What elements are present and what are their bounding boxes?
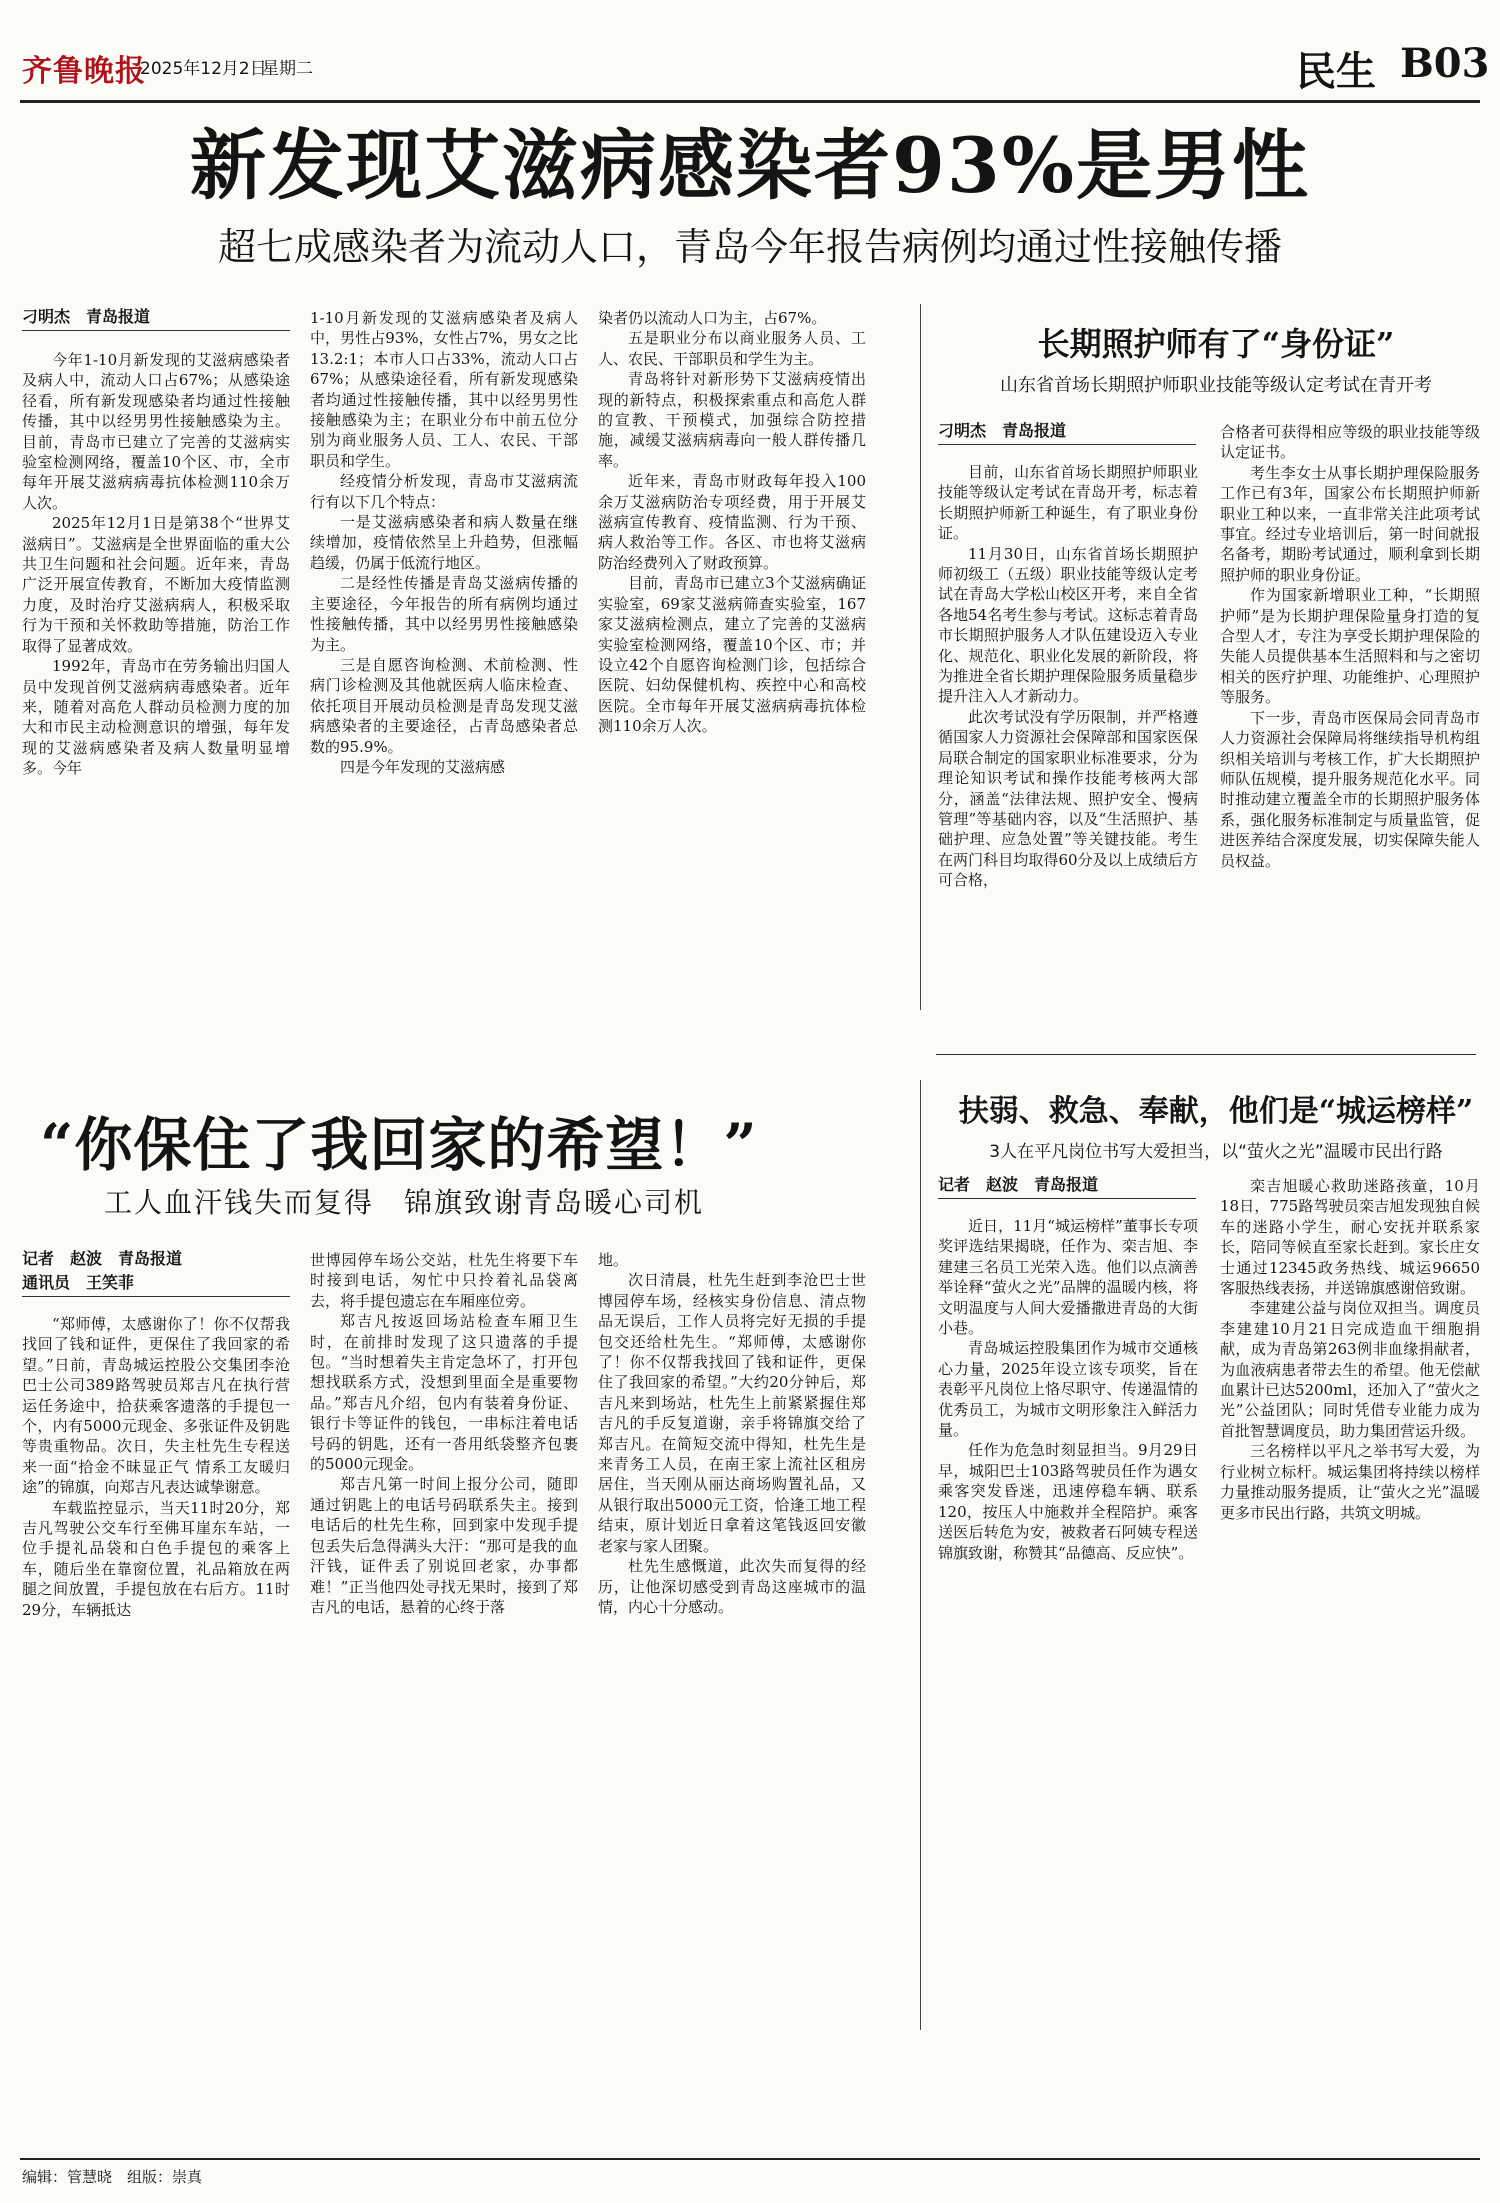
article4-column-1 bbox=[938, 1216, 1198, 2030]
paragraph: 栾吉旭暖心救助迷路孩童，10月18日，775路驾驶员栾吉旭发现独自候车的迷路小学生，耐心安抚并联系家长，陪同等候直至家长赶到。家长庄女士通过12345政务热线、城运96650客服热线表扬，并送锦旗感谢倍致谢。 bbox=[1220, 1177, 1480, 1298]
paragraph: 考生李女士从事长期护理保险服务工作已有3年，国家公布长期照护师新职业工种以来，一直非常关注此项考试事宜。经过专业培训后，第一时间就报名备考，期盼考试通过，顺利拿到长期照护师的职业身份证。 bbox=[1220, 463, 1480, 584]
paragraph: 五是职业分布以商业服务人员、工人、农民、干部职员和学生为主。 bbox=[598, 329, 866, 368]
paragraph: 三名榜样以平凡之举书写大爱，为行业树立标杆。城运集团将持续以榜样力量推动服务提质，让“萤火之光”温暖更多市民出行路，共筑文明城。 bbox=[1220, 1442, 1480, 1522]
paragraph: 11月30日，山东省首场长期照护师初级工（五级）职业技能等级认定考试在青岛大学松山校区开考，来自全省各地54名考生参与考试。这标志着青岛市长期照护服务人才队伍建设迈入专业化、规范化、职业化发展的新阶段，将为推进全省长期护理保险服务质量稳步提升注入人才新动力。 bbox=[938, 544, 1198, 706]
paragraph: 一是艾滋病感染者和病人数量在继续增加，疫情依然呈上升趋势，但涨幅趋缓，仍属于低流行地区。 bbox=[310, 513, 578, 572]
issue-weekday: 星期二 bbox=[262, 59, 313, 79]
paragraph: 作为国家新增职业工种，“长期照护师”是为长期护理保险量身打造的复合型人才，专注为享受长期护理保险的失能人员提供基本生活照料和与之密切相关的医疗护理、功能维护、心理照护等服务。 bbox=[1220, 586, 1480, 707]
article2-column-2 bbox=[1220, 422, 1480, 1052]
article1-column-1 bbox=[22, 350, 290, 1010]
article3-column-1 bbox=[22, 1314, 290, 2030]
paragraph: 四是今年发现的艾滋病感 bbox=[340, 757, 506, 776]
column-divider bbox=[920, 1080, 921, 2030]
masthead-logo: 齐鲁晚报 bbox=[22, 54, 146, 89]
paragraph: 今年1-10月新发现的艾滋病感染者及病人中，流动人口占67%；从感染途径看，所有新发现感染者均通过性接触传播，其中以经男男性接触感染为主。目前，青岛市已建立了完善的艾滋病实验室检测网络，覆盖10个区、市，全市每年开展艾滋病病毒抗体检测110余万人次。 bbox=[22, 351, 290, 512]
article4-byline: 记者 赵波 青岛报道 bbox=[938, 1175, 1099, 1194]
article2-byline: 刁明杰 青岛报道 bbox=[938, 421, 1067, 440]
paragraph: 地。 bbox=[598, 1251, 629, 1269]
article2-column-1 bbox=[938, 462, 1198, 1052]
paragraph: 三是自愿咨询检测、术前检测、性病门诊检测及其他就医病人临床检查、依托项目开展动员检测是青岛发现艾滋病感染者的主要途径，占青岛感染者总数的95.9%。 bbox=[310, 655, 578, 756]
article1-byline-rule bbox=[22, 330, 290, 331]
paragraph: 2025年12月1日是第38个“世界艾滋病日”。艾滋病是全世界面临的重大公共卫生问题和社会问题。近年来，青岛广泛开展宣传教育，不断加大疫情监测力度，及时治疗艾滋病病人，积极采取行为干预和关怀救助等措施，防治工作取得了显著成效。 bbox=[22, 514, 290, 655]
paragraph: 杜先生感慨道，此次失而复得的经历，让他深切感受到青岛这座城市的温情，内心十分感动。 bbox=[598, 1557, 866, 1616]
article3-column-3 bbox=[598, 1250, 866, 2030]
article4-byline-rule bbox=[938, 1198, 1196, 1199]
article4-column-2 bbox=[1220, 1176, 1480, 2030]
article1-subheadline: 超七成感染者为流动人口，青岛今年报告病例均通过性接触传播 bbox=[217, 225, 1282, 269]
article3-subheadline: 工人血汗钱失而复得 锦旗致谢青岛暖心司机 bbox=[104, 1186, 705, 1219]
article1-byline: 刁明杰 青岛报道 bbox=[22, 307, 151, 326]
paragraph: 次日清晨，杜先生赶到李沧巴士世博园停车场，经核实身份信息、清点物品无误后，工作人员将完好无损的手提包交还给杜先生。“郑师傅，太感谢你了！你不仅帮我找回了钱和证件，更保住了我回家的希望。”大约20分钟后，郑吉凡来到场站，杜先生上前紧紧握住郑吉凡的手反复道谢，亲手将锦旗交给了郑吉凡。在简短交流中得知，杜先生是来青务工人员，在南王家上流社区租房居住，当天刚从丽达商场购置礼品，又从银行取出5000元工资，恰逢工地工程结束，原计划近日拿着这笔钱返回安徽老家与家人团聚。 bbox=[598, 1271, 866, 1555]
paragraph: 染者仍以流动人口为主，占67%。 bbox=[598, 309, 827, 327]
paragraph: 近日，11月“城运榜样”董事长专项奖评选结果揭晓，任作为、栾吉旭、李建建三名员工光荣入选。他们以点滴善举诠释“萤火之光”品牌的温暖内核，将文明温度与人间大爱播撒进青岛的大街小巷。 bbox=[938, 1217, 1198, 1338]
paragraph: “郑师傅，太感谢你了！你不仅帮我找回了钱和证件，更保住了我回家的希望。”日前，青岛城运控股公交集团李沧巴士公司389路驾驶员郑吉凡在执行营运任务途中，拾获乘客遗落的手提包一个，内有5000元现金、多张证件及钥匙等贵重物品。次日，失主杜先生专程送来一面“拾金不昧显正气 情系工友暖归途”的锦旗，向郑吉凡表达诚挚谢意。 bbox=[22, 1315, 290, 1497]
paragraph: 经疫情分析发现，青岛市艾滋病流行有以下几个特点： bbox=[310, 472, 578, 511]
article3-byline-rule bbox=[22, 1296, 290, 1297]
section-name: 民生 bbox=[1296, 48, 1376, 95]
article2-bottom-rule bbox=[936, 1054, 1476, 1055]
article1-column-2 bbox=[310, 308, 578, 1010]
page-number: B03 bbox=[1400, 40, 1490, 87]
paragraph: 1992年，青岛市在劳务输出归国人员中发现首例艾滋病病毒感染者。近年来，随着对高危人群动员检测力度的加大和市民主动检测意识的增强，每年发现的艾滋病感染者及病人数量明显增多。今年 bbox=[22, 657, 290, 778]
footer-rule bbox=[20, 2158, 1480, 2160]
paragraph: 青岛将针对新形势下艾滋病疫情出现的新特点，积极探索重点和高危人群的宣教、干预模式，加强综合防控措施，减缓艾滋病病毒向一般人群传播几率。 bbox=[598, 370, 866, 470]
paragraph: 目前，山东省首场长期照护师职业技能等级认定考试在青岛开考，标志着长期照护师新工种诞生，有了职业身份证。 bbox=[938, 463, 1198, 543]
article1-column-3 bbox=[598, 308, 866, 1010]
paragraph: 下一步，青岛市医保局会同青岛市人力资源社会保障局将继续指导机构组织相关培训与考核工作，扩大长期照护师队伍规模，提升服务规范化水平。同时推动建立覆盖全市的长期照护服务体系，强化服务标准制定与质量监管，促进医养结合深度发展，切实保障失能人员权益。 bbox=[1220, 708, 1480, 870]
paragraph: 此次考试没有学历限制，并严格遵循国家人力资源社会保障部和国家医保局联合制定的国家职业标准要求，分为理论知识考试和操作技能考核两大部分，涵盖“法律法规、照护安全、慢病管理”等基础内容，以及“生活照护、基础护理、应急处置”等关键技能。考生在两门科目均取得60分及以上成绩后方可合格， bbox=[938, 707, 1198, 890]
article2-byline-rule bbox=[938, 444, 1196, 445]
article1-headline: 新发现艾滋病感染者93%是男性 bbox=[190, 121, 1310, 210]
article2-subheadline: 山东省首场长期照护师职业技能等级认定考试在青开考 bbox=[1000, 375, 1432, 396]
column-divider bbox=[920, 304, 921, 1010]
paragraph: 合格者可获得相应等级的职业技能等级认定证书。 bbox=[1220, 423, 1480, 462]
article2-headline: 长期照护师有了“身份证” bbox=[1037, 325, 1395, 363]
editor-credits: 编辑：管慧晓 组版：崇真 bbox=[22, 2168, 203, 2186]
paragraph: 1-10月新发现的艾滋病感染者及病人中，男性占93%，女性占7%，男女之比13.2:1；本市人口占33%，流动人口占67%；从感染途径看，所有新发现感染者均通过性接触传播，其中以经男男性接触感染为主；在职业分布中前五位分别为商业服务人员、工人、农民、干部职员和学生。 bbox=[310, 309, 578, 470]
paragraph: 车载监控显示，当天11时20分，郑吉凡驾驶公交车行至佛耳崖东车站，一位手提礼品袋和白色手提包的乘客上车，随后坐在靠窗位置，礼品箱放在两腿之间放置，手提包放在右后方。11时29分，车辆抵达 bbox=[22, 1498, 290, 1619]
paragraph: 郑吉凡按返回场站检查车厢卫生时，在前排时发现了这只遗落的手提包。“当时想着失主肯定急坏了，打开包想找联系方式，没想到里面全是重要物品。”郑吉凡介绍，包内有装着身份证、银行卡等证件的钱包，一串标注着电话号码的钥匙，还有一沓用纸袋整齐包裹的5000元现金。 bbox=[310, 1312, 578, 1474]
header-rule bbox=[20, 100, 1480, 103]
paragraph: 任作为危急时刻显担当。9月29日早，城阳巴士103路驾驶员任作为遇女乘客突发昏迷，迅速停稳车辆、联系120，按压人中施救并全程陪护。乘客送医后转危为安，被救者石阿姨专程送锦旗致谢，称赞其“品德高、反应快”。 bbox=[938, 1441, 1198, 1562]
article3-byline-reporter: 记者 赵波 青岛报道 bbox=[22, 1249, 183, 1268]
article3-headline: “你保住了我回家的希望！” bbox=[40, 1111, 758, 1179]
article4-subheadline: 3人在平凡岗位书写大爱担当，以“萤火之光”温暖市民出行路 bbox=[989, 1142, 1443, 1162]
paragraph: 近年来，青岛市财政每年投入100余万艾滋病防治专项经费，用于开展艾滋病宣传教育、疫情监测、行为干预、病人救治等工作。各区、市也将艾滋病防治经费列入了财政预算。 bbox=[598, 472, 866, 572]
paragraph: 李建建公益与岗位双担当。调度员李建建10月21日完成造血干细胞捐献，成为青岛第263例非血缘捐献者，为血液病患者带去生的希望。他无偿献血累计已达5200ml，还加入了“萤火之光”公益团队；同时凭借专业能力成为首批智慧调度员，助力集团营运升级。 bbox=[1220, 1299, 1480, 1440]
paragraph: 青岛城运控股集团作为城市交通核心力量，2025年设立该专项奖，旨在表彰平凡岗位上恪尽职守、传递温情的优秀员工，为城市文明形象注入鲜活力量。 bbox=[938, 1339, 1198, 1440]
paragraph: 目前，青岛市已建立3个艾滋病确证实验室，69家艾滋病筛查实验室，167家艾滋病检测点，建立了完善的艾滋病实验室检测网络，覆盖10个区、市；并设立42个自愿咨询检测门诊，包括综合医院、妇幼保健机构、疾控中心和高校医院。全市每年开展艾滋病病毒抗体检测110余万人次。 bbox=[598, 574, 866, 736]
article4-headline: 扶弱、救急、奉献，他们是“城运榜样” bbox=[958, 1094, 1474, 1129]
paragraph: 二是经性传播是青岛艾滋病传播的主要途径，今年报告的所有病例均通过性接触传播，其中以经男男性接触感染为主。 bbox=[310, 574, 578, 654]
article3-column-2 bbox=[310, 1250, 578, 2030]
article3-byline-correspondent: 通讯员 王笑菲 bbox=[22, 1273, 135, 1292]
issue-date: 2025年12月2日 bbox=[140, 59, 267, 79]
paragraph: 郑吉凡第一时间上报分公司，随即通过钥匙上的电话号码联系失主。接到电话后的杜先生称，回到家中发现手提包丢失后急得满头大汗：“那可是我的血汗钱，证件丢了别说回老家，办事都难！”正当他四处寻找无果时，接到了郑吉凡的电话，悬着的心终于落 bbox=[310, 1475, 578, 1616]
paragraph: 世博园停车场公交站，杜先生将要下车时接到电话，匆忙中只拎着礼品袋离去，将手提包遗忘在车厢座位旁。 bbox=[310, 1251, 578, 1310]
